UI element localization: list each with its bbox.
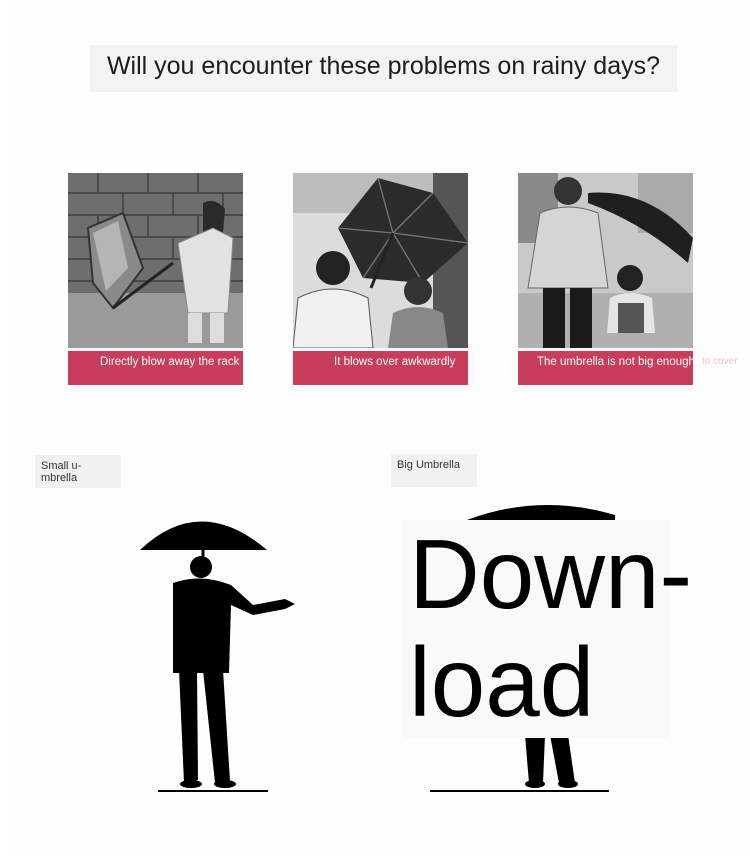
download-button[interactable]: Down- load [403,520,669,738]
child-umbrella-inverted-photo [68,173,243,348]
card-caption: The umbrella is not big enough to cover [518,351,693,385]
problem-card-1 [68,173,243,385]
card-caption: It blows over awkwardly [293,351,468,385]
card-caption: Directly blow away the rack [68,351,243,385]
big-umbrella-label: Big Umbrella [391,454,477,487]
father-child-umbrella-photo [518,173,693,348]
problem-card-3 [518,173,738,385]
small-umbrella-man-silhouette [135,505,305,795]
page-title: Will you encounter these problems on rainy days? [90,45,677,92]
umbrella-blown-over-photo [293,173,468,348]
small-umbrella-label: Small u- mbrella [35,455,121,488]
problem-card-2 [293,173,468,385]
caption-overflow-text: to cover [702,356,738,367]
